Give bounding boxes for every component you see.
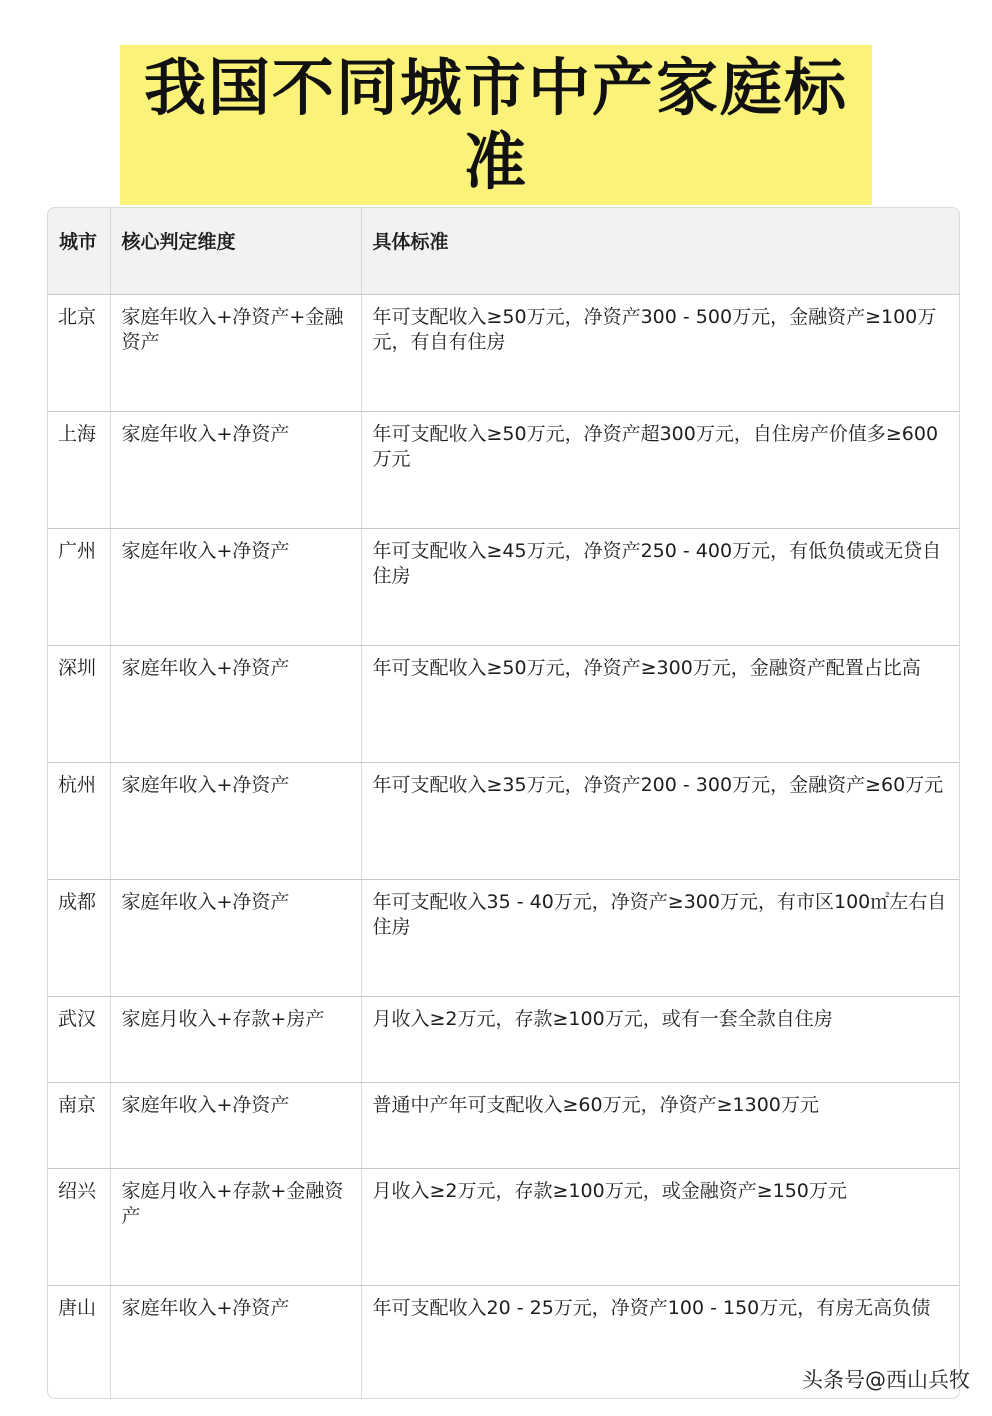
dimension-cell: 家庭月收入+存款+房产 bbox=[110, 996, 361, 1082]
standard-cell: 普通中产年可支配收入≥60万元，净资产≥1300万元 bbox=[361, 1082, 960, 1168]
page-title: 我国不同城市中产家庭标准 bbox=[120, 45, 872, 205]
dimension-cell: 家庭年收入+净资产 bbox=[110, 879, 361, 996]
table-body bbox=[48, 294, 960, 1399]
dimension-cell: 家庭年收入+净资产 bbox=[110, 1082, 361, 1168]
table-row bbox=[48, 411, 960, 528]
dimension-cell: 家庭年收入+净资产 bbox=[110, 411, 361, 528]
city-cell: 南京 bbox=[48, 1082, 110, 1168]
header-dimension: 核心判定维度 bbox=[110, 208, 361, 294]
dimension-cell: 家庭年收入+净资产 bbox=[110, 762, 361, 879]
city-cell: 成都 bbox=[48, 879, 110, 996]
standard-cell: 年可支配收入≥35万元，净资产200 - 300万元，金融资产≥60万元 bbox=[361, 762, 960, 879]
header-row bbox=[48, 208, 960, 294]
dimension-cell: 家庭年收入+净资产 bbox=[110, 528, 361, 645]
city-cell: 广州 bbox=[48, 528, 110, 645]
header-city: 城市 bbox=[48, 208, 110, 294]
standard-cell: 年可支配收入≥45万元，净资产250 - 400万元，有低负债或无贷自住房 bbox=[361, 528, 960, 645]
city-cell: 北京 bbox=[48, 294, 110, 411]
city-cell: 杭州 bbox=[48, 762, 110, 879]
standard-cell: 年可支配收入35 - 40万元，净资产≥300万元，有市区100㎡左右自住房 bbox=[361, 879, 960, 996]
standard-cell: 月收入≥2万元，存款≥100万元，或有一套全款自住房 bbox=[361, 996, 960, 1082]
standard-cell: 月收入≥2万元，存款≥100万元，或金融资产≥150万元 bbox=[361, 1168, 960, 1285]
standards-table bbox=[48, 208, 960, 1399]
table-row bbox=[48, 645, 960, 762]
table-row bbox=[48, 1082, 960, 1168]
table-row bbox=[48, 528, 960, 645]
standards-table-container bbox=[47, 207, 960, 1399]
dimension-cell: 家庭年收入+净资产 bbox=[110, 645, 361, 762]
city-cell: 唐山 bbox=[48, 1285, 110, 1399]
dimension-cell: 家庭年收入+净资产+金融资产 bbox=[110, 294, 361, 411]
standard-cell: 年可支配收入≥50万元，净资产超300万元，自住房产价值多≥600万元 bbox=[361, 411, 960, 528]
watermark: 头条号@西山兵牧 bbox=[802, 1368, 970, 1392]
dimension-cell: 家庭年收入+净资产 bbox=[110, 1285, 361, 1399]
table-row bbox=[48, 762, 960, 879]
standard-cell: 年可支配收入≥50万元，净资产300 - 500万元，金融资产≥100万元，有自有住房 bbox=[361, 294, 960, 411]
city-cell: 上海 bbox=[48, 411, 110, 528]
table-row bbox=[48, 996, 960, 1082]
standard-cell: 年可支配收入20 - 25万元，净资产100 - 150万元，有房无高负债 bbox=[372, 1296, 931, 1319]
standard-cell: 年可支配收入≥50万元，净资产≥300万元，金融资产配置占比高 bbox=[361, 645, 960, 762]
city-cell: 绍兴 bbox=[48, 1168, 110, 1285]
table-row bbox=[48, 1168, 960, 1285]
title-banner bbox=[0, 45, 992, 205]
table-header bbox=[48, 208, 960, 294]
header-standard: 具体标准 bbox=[361, 208, 960, 294]
table-row bbox=[48, 879, 960, 996]
city-cell: 武汉 bbox=[48, 996, 110, 1082]
dimension-cell: 家庭月收入+存款+金融资产 bbox=[110, 1168, 361, 1285]
city-cell: 深圳 bbox=[48, 645, 110, 762]
table-row bbox=[48, 294, 960, 411]
